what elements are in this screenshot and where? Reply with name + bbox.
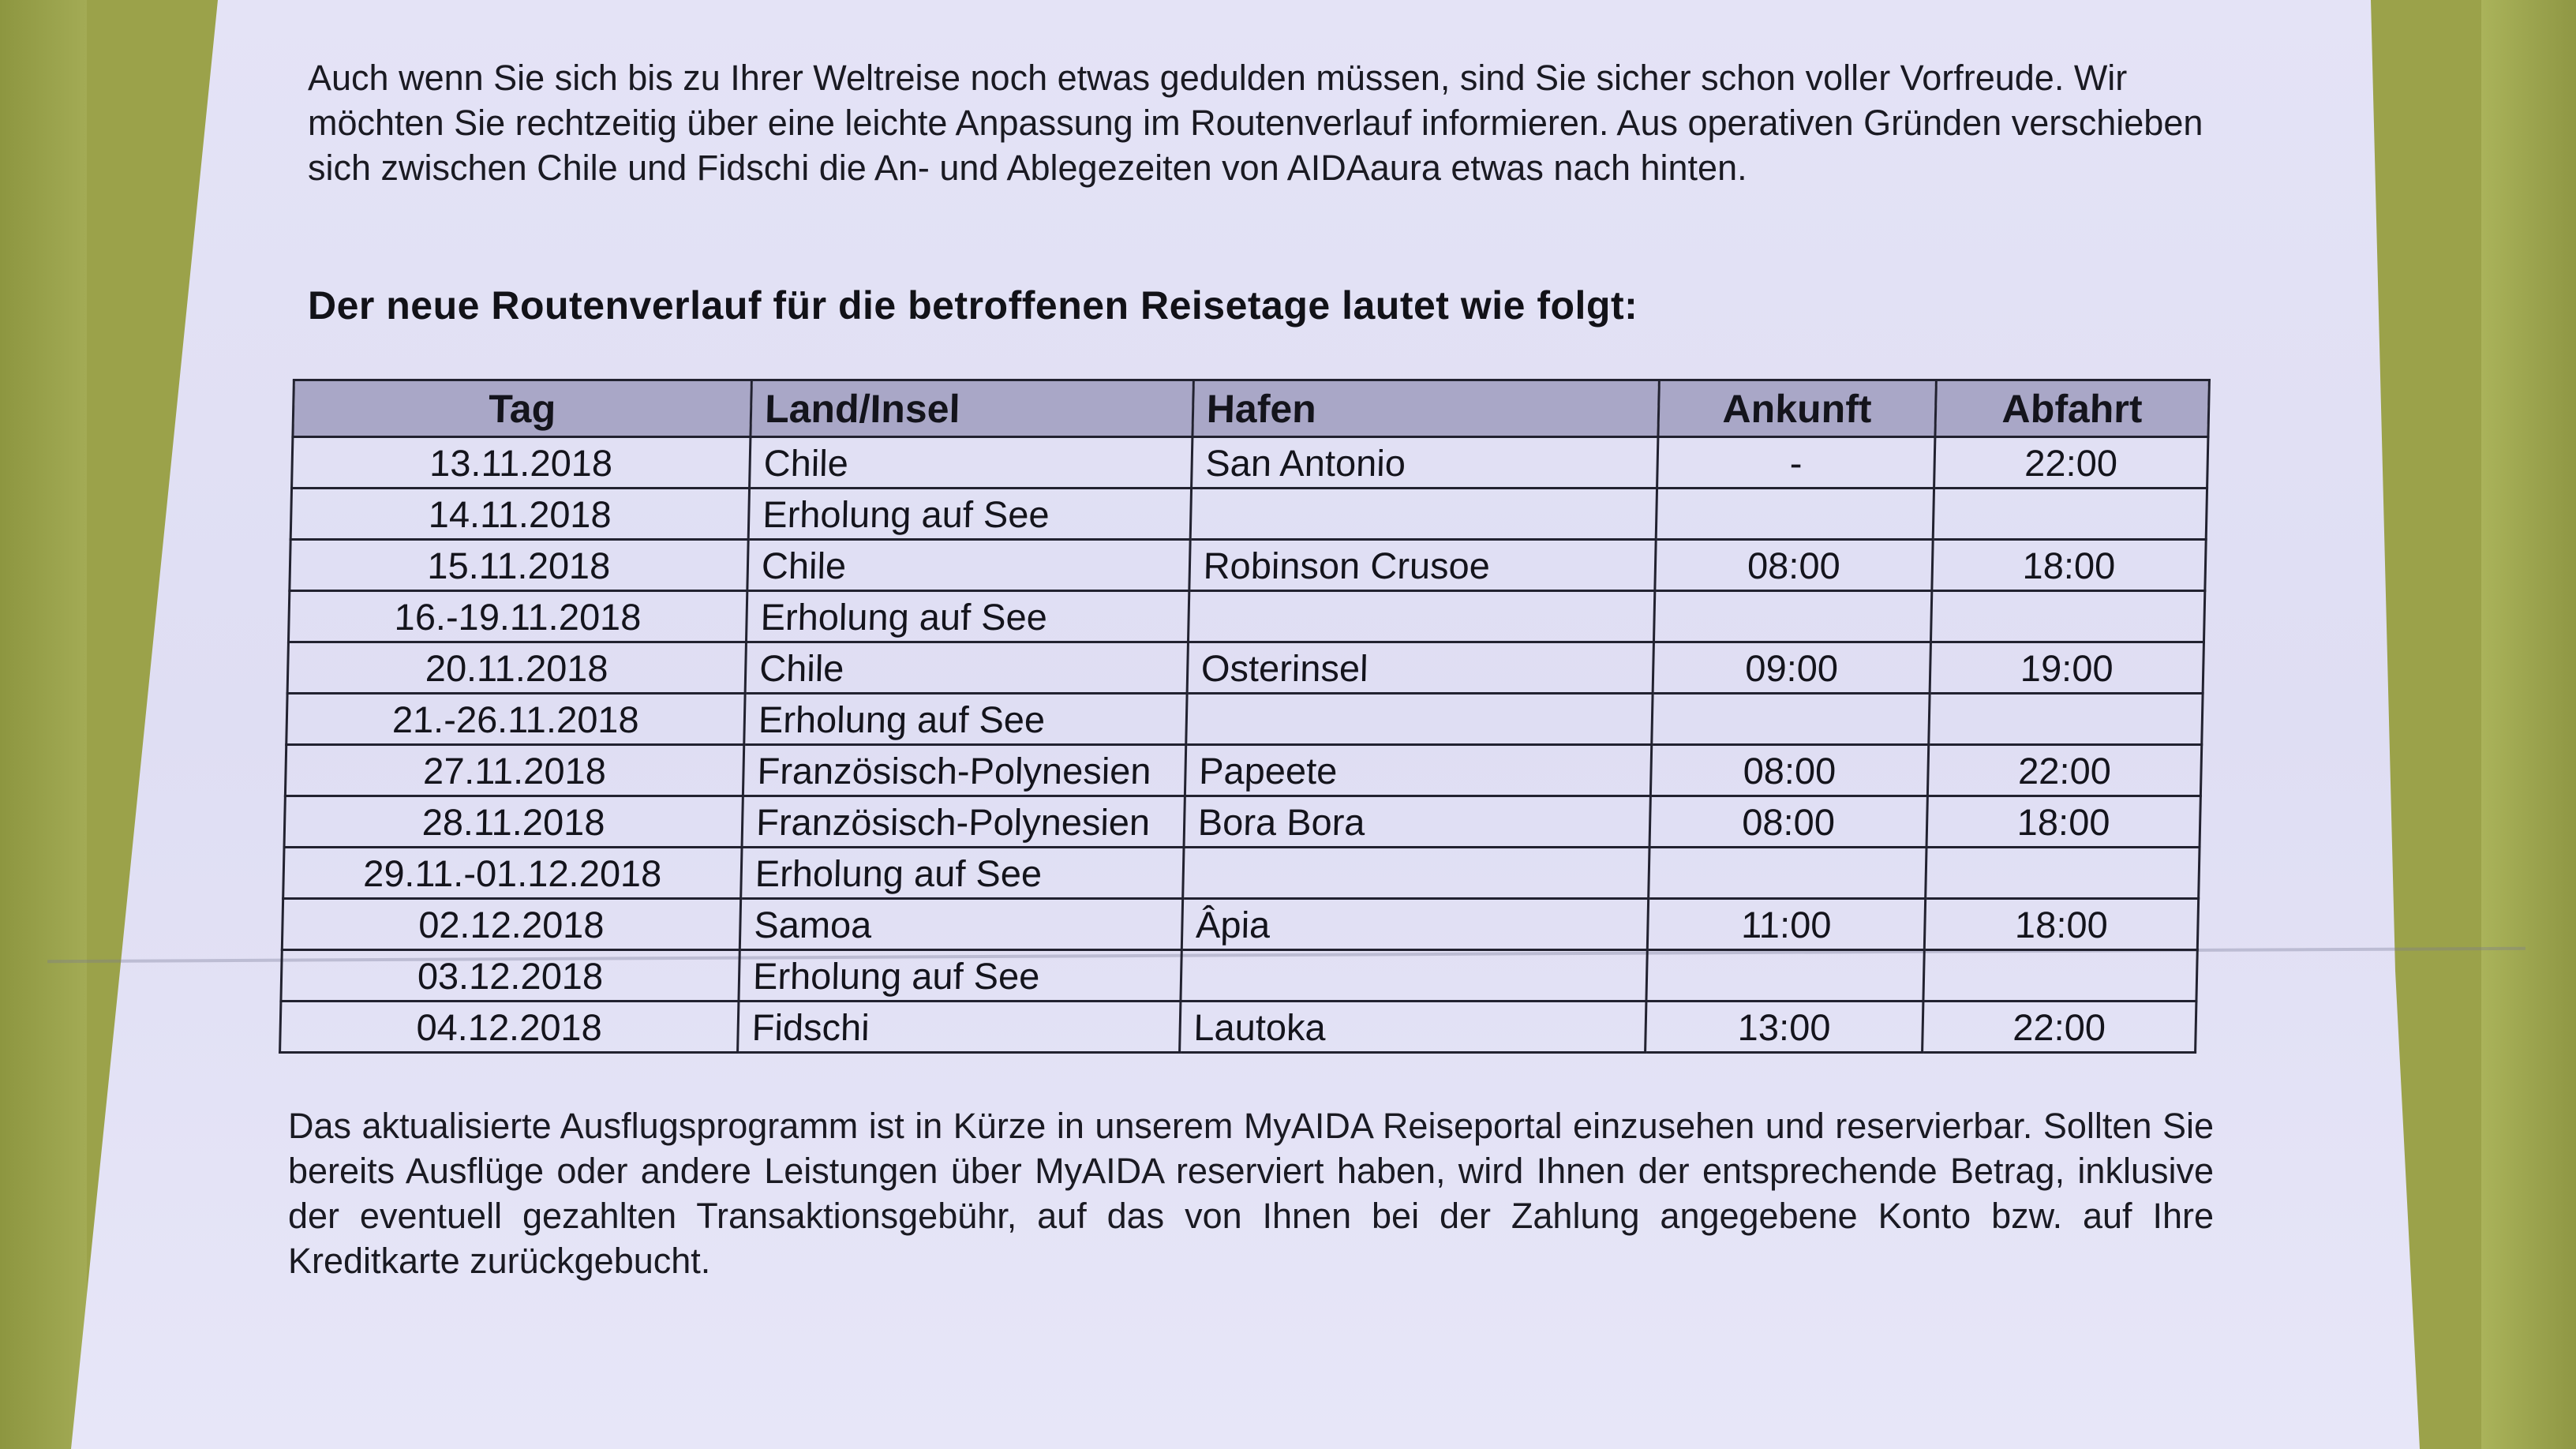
cell-tag: 29.11.-01.12.2018 xyxy=(283,848,742,899)
table-row xyxy=(285,745,2201,796)
header-hafen: Hafen xyxy=(1193,380,1660,437)
cell-tag: 15.11.2018 xyxy=(290,540,748,591)
cell-abfahrt: 18:00 xyxy=(1926,796,2200,848)
header-abfahrt: Abfahrt xyxy=(1935,380,2210,437)
cell-ankunft: 11:00 xyxy=(1647,899,1925,950)
route-table xyxy=(279,379,2211,1054)
cell-hafen: Robinson Crusoe xyxy=(1189,540,1657,591)
table-body xyxy=(280,437,2208,1053)
table-row xyxy=(284,796,2200,848)
table-row xyxy=(288,591,2204,642)
cell-abfahrt: 22:00 xyxy=(1923,1002,2196,1053)
cell-tag: 02.12.2018 xyxy=(282,899,740,950)
cell-abfahrt xyxy=(1923,950,2197,1002)
cell-tag: 16.-19.11.2018 xyxy=(288,591,747,642)
table-row xyxy=(287,642,2203,694)
cell-land: Samoa xyxy=(739,899,1182,950)
cell-ankunft: - xyxy=(1657,437,1934,489)
cell-tag: 14.11.2018 xyxy=(290,489,749,540)
table-row xyxy=(286,694,2203,745)
cell-abfahrt xyxy=(1930,591,2204,642)
cell-land: Erholung auf See xyxy=(741,848,1184,899)
cell-abfahrt: 19:00 xyxy=(1930,642,2203,694)
cell-tag: 20.11.2018 xyxy=(287,642,746,694)
table-row xyxy=(283,848,2200,899)
table-row xyxy=(290,489,2207,540)
cell-land: Französisch-Polynesien xyxy=(742,796,1185,848)
header-tag: Tag xyxy=(293,380,752,437)
cell-land: Erholung auf See xyxy=(747,591,1189,642)
table-row xyxy=(282,899,2198,950)
table-header-row xyxy=(293,380,2210,437)
cell-hafen xyxy=(1182,848,1649,899)
cell-hafen xyxy=(1190,489,1657,540)
cell-ankunft xyxy=(1649,848,1926,899)
route-heading: Der neue Routenverlauf für die betroffenen Reisetage lautet wie folgt: xyxy=(308,283,1638,328)
closing-paragraph: Das aktualisierte Ausflugsprogramm ist in Kürze in unserem MyAIDA Reiseportal einzusehen und reservierbar. Sollten Sie bereits Ausflüge oder andere Leistungen über MyAIDA reserviert haben, wird Ihnen der entsprechende Betrag, inklusive der eventuell gezahlten Transaktionsgebühr, auf das von Ihnen bei der Zahlung angegebene Konto bzw. auf Ihre Kreditkarte zurückgebucht. xyxy=(288,1106,2214,1281)
intro-paragraph: Auch wenn Sie sich bis zu Ihrer Weltreise noch etwas gedulden müssen, sind Sie sicher schon voller Vorfreude. Wir möchten Sie rechtzeitig über eine leichte Anpassung im Routenverlauf informieren. Aus operativen Gründen verschieben sich zwischen Chile und Fidschi die An- und Ablegezeiten von AIDAaura etwas nach hinten. xyxy=(308,58,2203,188)
cell-hafen: San Antonio xyxy=(1191,437,1658,489)
cell-ankunft: 08:00 xyxy=(1655,540,1933,591)
cell-land: Chile xyxy=(747,540,1190,591)
cell-ankunft: 08:00 xyxy=(1650,745,1928,796)
cell-abfahrt: 22:00 xyxy=(1927,745,2201,796)
cell-hafen: Papeete xyxy=(1185,745,1652,796)
header-ankunft: Ankunft xyxy=(1658,380,1937,437)
cell-ankunft xyxy=(1652,694,1930,745)
cell-tag: 28.11.2018 xyxy=(284,796,743,848)
cell-land: Französisch-Polynesien xyxy=(743,745,1185,796)
cell-hafen: Osterinsel xyxy=(1187,642,1654,694)
cell-abfahrt: 18:00 xyxy=(1932,540,2206,591)
table-row xyxy=(292,437,2208,489)
cell-abfahrt xyxy=(1933,489,2207,540)
table-row xyxy=(290,540,2206,591)
cell-ankunft: 09:00 xyxy=(1653,642,1930,694)
cell-land: Erholung auf See xyxy=(744,694,1187,745)
cell-tag: 21.-26.11.2018 xyxy=(286,694,745,745)
cell-hafen xyxy=(1181,950,1648,1002)
cell-hafen: Âpia xyxy=(1181,899,1649,950)
cell-ankunft xyxy=(1653,591,1931,642)
cell-ankunft xyxy=(1656,489,1934,540)
cell-abfahrt xyxy=(1929,694,2203,745)
cell-ankunft xyxy=(1646,950,1924,1002)
cell-land: Chile xyxy=(745,642,1188,694)
cell-ankunft: 08:00 xyxy=(1649,796,1927,848)
table-row xyxy=(281,950,2197,1002)
cell-ankunft: 13:00 xyxy=(1645,1002,1923,1053)
cell-abfahrt: 18:00 xyxy=(1924,899,2198,950)
cell-land: Erholung auf See xyxy=(739,950,1181,1002)
cell-tag: 27.11.2018 xyxy=(285,745,743,796)
cell-tag: 13.11.2018 xyxy=(292,437,751,489)
tablecloth-right xyxy=(2481,0,2576,1449)
cell-abfahrt: 22:00 xyxy=(1934,437,2208,489)
cell-land: Fidschi xyxy=(738,1002,1181,1053)
cell-hafen xyxy=(1188,591,1655,642)
cell-abfahrt xyxy=(1926,848,2200,899)
cell-hafen: Bora Bora xyxy=(1184,796,1651,848)
cell-tag: 03.12.2018 xyxy=(281,950,739,1002)
cell-land: Erholung auf See xyxy=(748,489,1191,540)
tablecloth-left xyxy=(0,0,87,1449)
cell-hafen: Lautoka xyxy=(1179,1002,1646,1053)
cell-land: Chile xyxy=(750,437,1193,489)
cell-tag: 04.12.2018 xyxy=(280,1002,739,1053)
table-row xyxy=(280,1002,2196,1053)
header-land: Land/Insel xyxy=(751,380,1193,437)
cell-hafen xyxy=(1185,694,1653,745)
